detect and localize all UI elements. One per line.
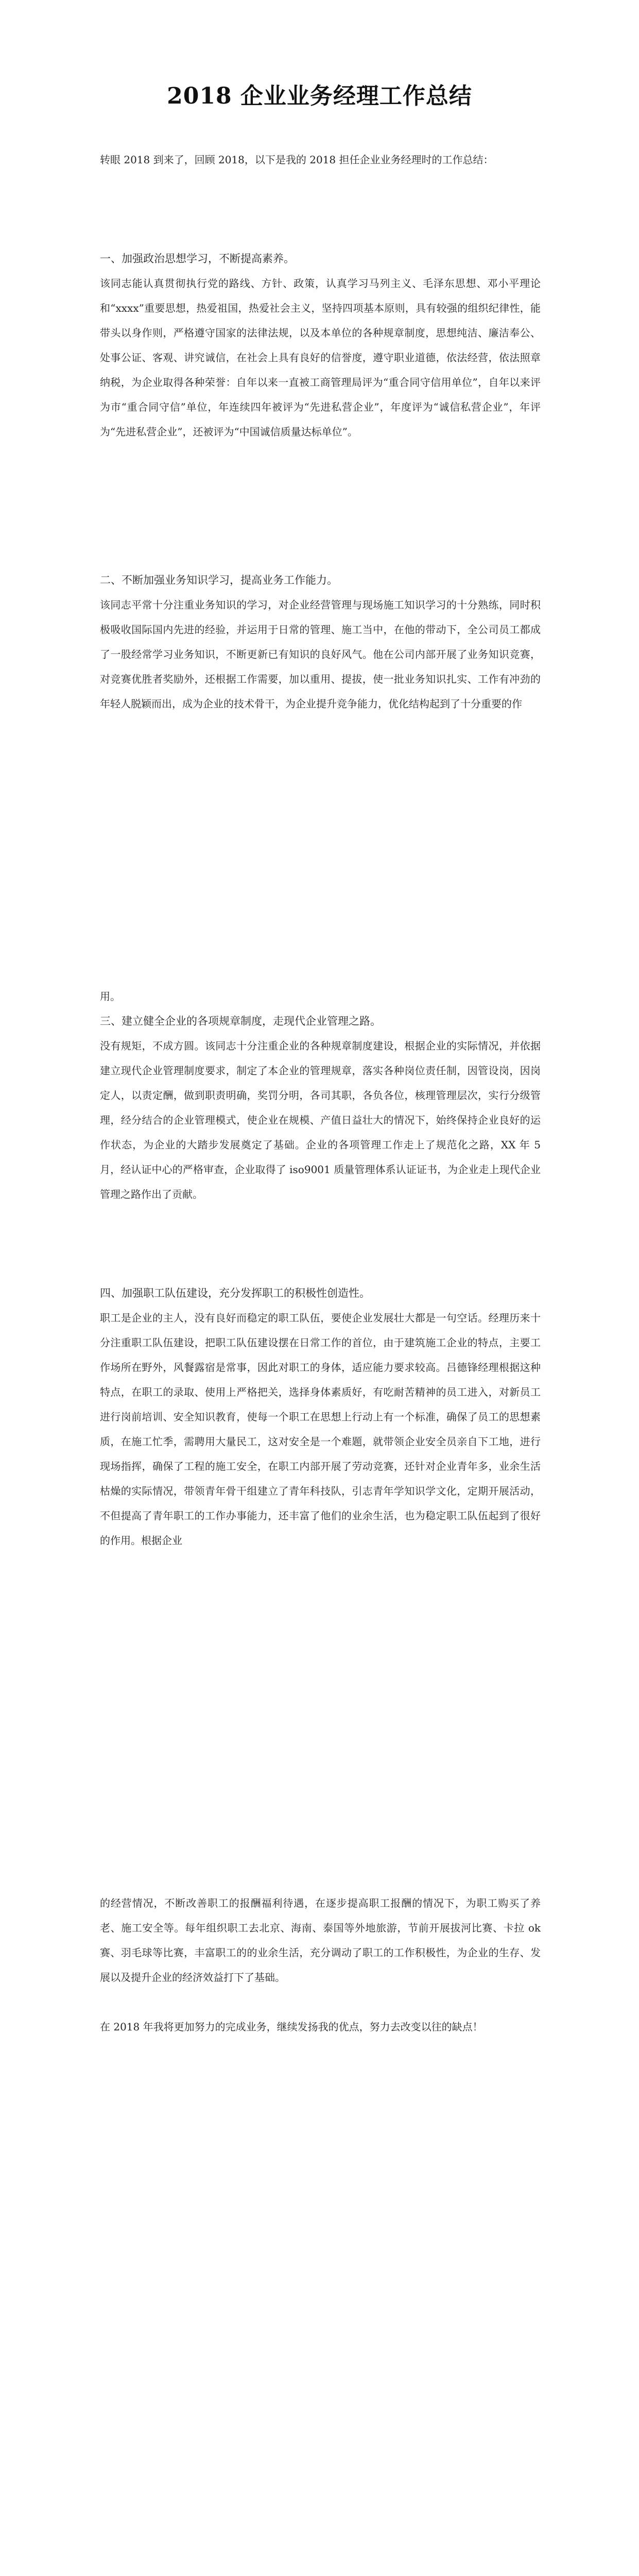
section-1-heading: 一、加强政治思想学习，不断提高素养。: [100, 252, 295, 265]
section-2-body-end: 用。: [100, 990, 120, 1003]
section-1-body: 该同志能认真贯彻执行党的路线、方针、政策，认真学习马列主义、毛泽东思想、邓小平理论和“xxxx”重要思想，热爱祖国，热爱社会主义，坚持四项基本原则，具有较强的组织纪律性，能带头以身作则，严格遵守国家的法律法规，以及本单位的各种规章制度，思想纯洁、廉洁奉公、处事公证、客观、讲究诚信，在社会上具有良好的信誉度，遵守职业道德，依法经营，依法照章纳税，为企业取得各种荣誉：自年以来一直被工商管理局评为“重合同守信用单位”，自年以来评为市“重合同守信”单位，年连续四年被评为“先进私营企业”，年度评为“诚信私营企业”，年评为“先进私营企业”，还被评为“中国诚信质量达标单位”。: [100, 277, 541, 438]
section-4-body: 职工是企业的主人，没有良好而稳定的职工队伍，要使企业发展壮大都是一句空话。经理历来十分注重职工队伍建设，把职工队伍建设摆在日常工作的首位，由于建筑施工企业的特点，主要工作场所在野外，风餐露宿是常事，因此对职工的身体，适应能力要求较高。吕德锋经理根据这种特点，在职工的录取、使用上严格把关，选择身体素质好，有吃耐苦精神的员工进入，对新员工进行岗前培训、安全知识教育，使每一个职工在思想上行动上有一个标准，确保了员工的思想素质，在施工忙季，需聘用大量民工，这对安全是一个难题，就带领企业安全员亲自下工地，进行现场指挥，确保了工程的施工安全，在职工内部开展了劳动竞赛，还针对企业青年多，业余生活枯燥的实际情况，带领青年骨干组建立了青年科技队，引志青年学知识学文化，定期开展活动，不但提高了青年职工的工作办事能力，还丰富了他们的业余生活，也为稳定职工队伍起到了很好的作用。根据企业: [100, 1312, 541, 1547]
section-4-body-continued: 的经营情况，不断改善职工的报酬福利待遇，在逐步提高职工报酬的情况下，为职工购买了养老、施工安全等。每年组织职工去北京、海南、泰国等外地旅游，节前开展拔河比赛、卡拉 ok 赛、羽毛球等比赛，丰富职工的的业余生活，充分调动了职工的工作积极性，为企业的生存、发展以及提升企业的经济效益打下了基础。: [100, 1897, 541, 1984]
section-2-heading: 二、不断加强业务知识学习，提高业务工作能力。: [100, 574, 338, 586]
section-4-heading: 四、加强职工队伍建设，充分发挥职工的积极性创造性。: [100, 1287, 370, 1299]
document-title: 2018 企业业务经理工作总结: [167, 83, 472, 109]
section-3-body: 没有规矩，不成方圆。该同志十分注重企业的各种规章制度建设，根据企业的实际情况，并依据建立现代企业管理制度要求，制定了本企业的管理规章，落实各种岗位责任制，因管设岗，因岗定人，以责定酬，做到职责明确，奖罚分明，各司其职，各负各位，核理管理层次，实行分级管理，经分结合的企业管理模式，使企业在规模、产值日益壮大的情况下，始终保持企业良好的运作状态，为企业的大踏步发展奠定了基础。企业的各项管理工作走上了规范化之路，XX 年 5 月，经认证中心的严格审查，企业取得了 iso9001 质量管理体系认证证书，为企业走上现代企业管理之路作出了贡献。: [100, 1040, 541, 1200]
intro-paragraph: 转眼 2018 到来了，回顾 2018，以下是我的 2018 担任企业业务经理时的工作总结：: [100, 154, 494, 166]
section-3-heading: 三、建立健全企业的各项规章制度，走现代企业管理之路。: [100, 1015, 381, 1027]
section-2-body: 该同志平常十分注重业务知识的学习，对企业经营管理与现场施工知识学习的十分熟练，同时积极吸收国际国内先进的经验，并运用于日常的管理、施工当中，在他的带动下，全公司员工都成了一股经常学习业务知识，不断更新已有知识的良好风气。他在公司内部开展了业务知识竞赛，对竞赛优胜者奖励外，还根据工作需要，加以重用、提拔，使一批业务知识扎实、工作有冲劲的年轻人脱颖而出，成为企业的技术骨干，为企业提升竞争能力，优化结构起到了十分重要的作: [100, 599, 541, 710]
closing-paragraph: 在 2018 年我将更加努力的完成业务，继续发扬我的优点，努力去改变以往的缺点！: [100, 2021, 483, 2033]
